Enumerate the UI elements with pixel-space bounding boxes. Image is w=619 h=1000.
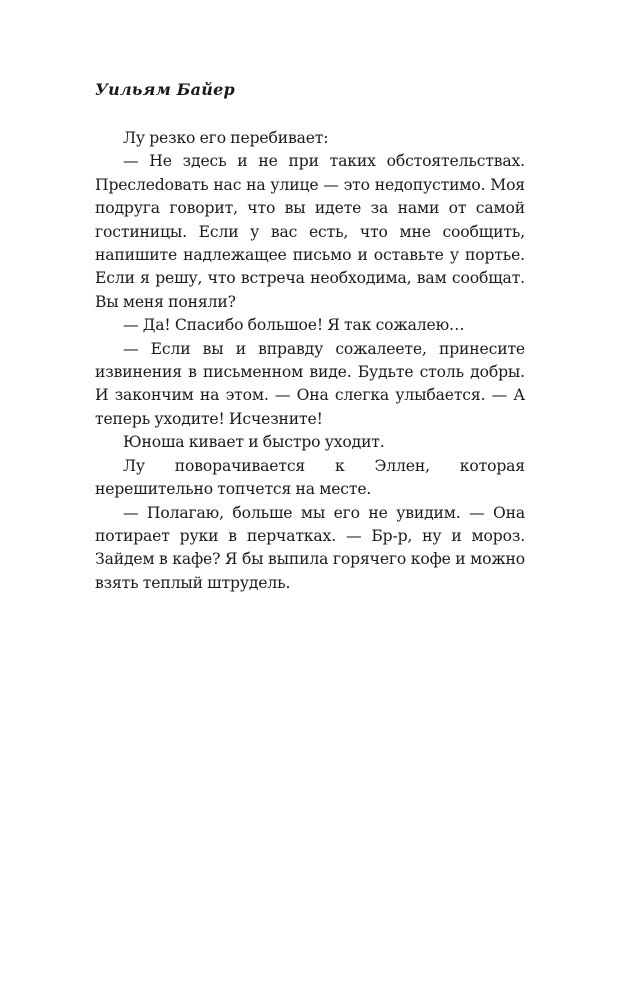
paragraph: Юноша кивает и быстро уходит. xyxy=(123,433,385,452)
paragraph: — Полагаю, больше мы его не увидим. — Она потирает руки в перчатках. — Бр-р, ну и мороз. Зайдем в кафе? Я бы выпила горячего кофе и можно взять теплый штрудель. xyxy=(95,503,525,592)
paragraph: Лу поворачивается к Эллен, которая нерешительно топчется на месте. xyxy=(95,456,525,499)
paragraph: — Не здесь и не при таких обстоятельствах. Преслеdовать нас на улице — это недопустимо. Моя подруга говорит, что вы идете за нами от самой гостиницы. Если у вас есть, что мне сообщить, напишите надлежащее письмо и оставьте у портье. Если я решу, что встреча необходима, вам сообщат. Вы меня поняли? xyxy=(95,152,525,311)
paragraph: Лу резко его перебивает: xyxy=(123,129,329,147)
body-text xyxy=(95,127,525,595)
running-head-author: Уильям Байер xyxy=(95,80,235,99)
paragraph: — Если вы и вправду сожалеете, принесите извинения в письменном виде. Будьте столь добры. И закончим на этом. — Она слегка улыбается. — А теперь уходите! Исчезните! xyxy=(95,339,525,428)
paragraph: — Да! Спасибо большое! Я так сожалею… xyxy=(123,316,465,335)
